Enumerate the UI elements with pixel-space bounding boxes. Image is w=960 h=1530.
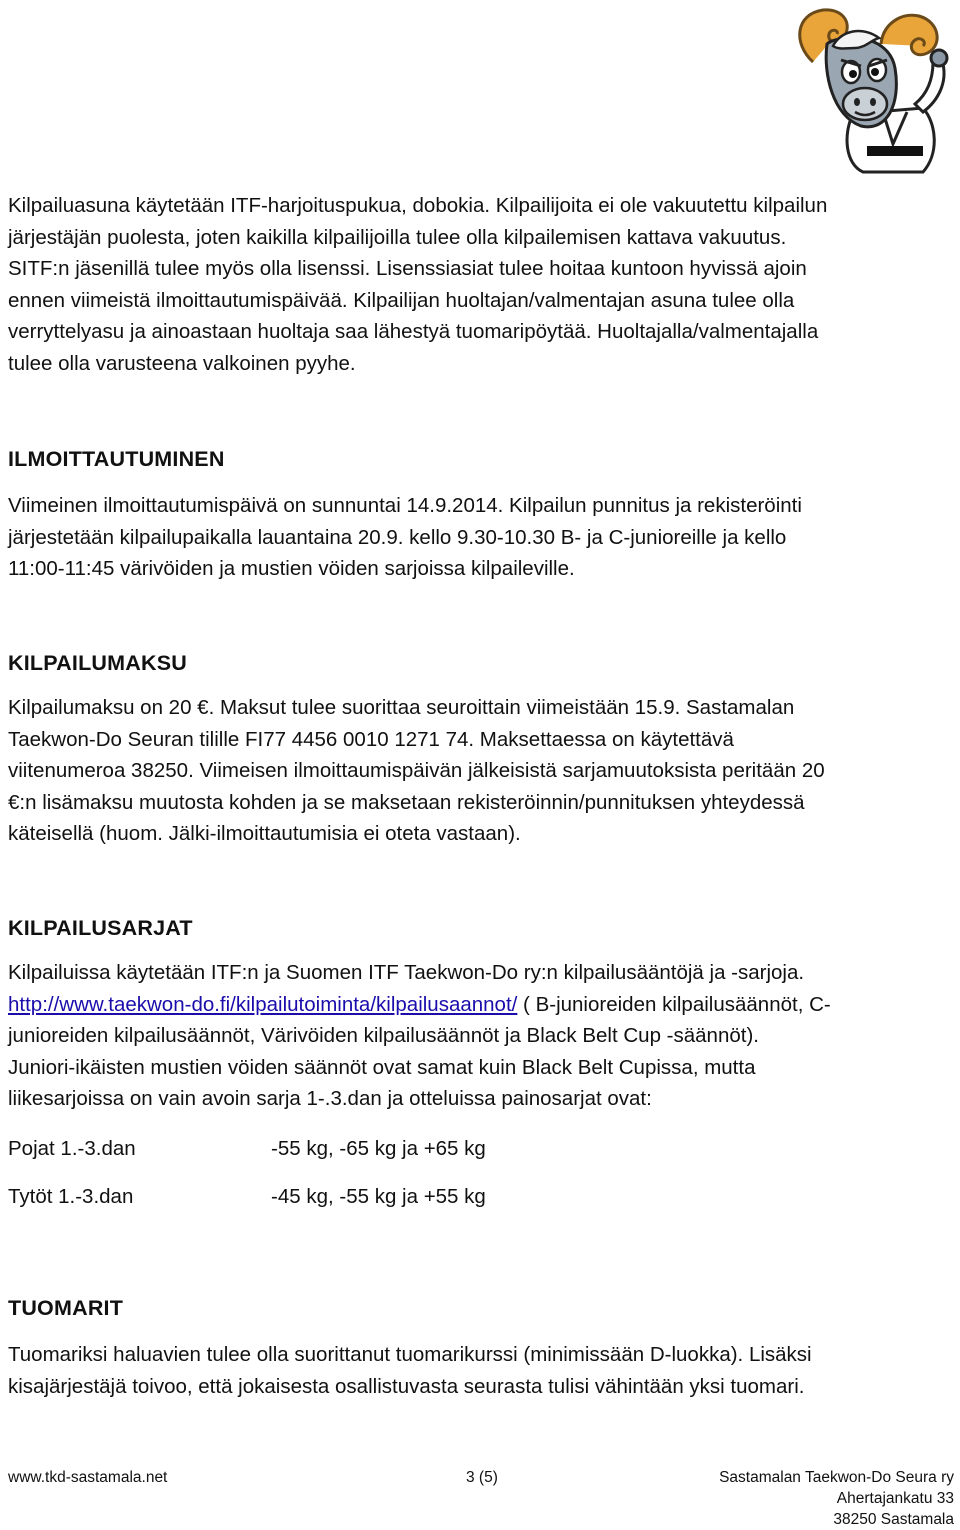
text-line: Taekwon-Do Seuran tilille FI77 4456 0010 1271 74. Maksettaessa on käytettävä: [8, 727, 734, 751]
footer-org-line: Ahertajankatu 33: [836, 1490, 954, 1507]
text-fragment: ( B-junioreiden kilpailusäännöt, C-: [517, 992, 831, 1016]
weight-classes: -55 kg, -65 kg ja +65 kg: [271, 1137, 486, 1160]
text-line: ennen viimeistä ilmoittautumispäivää. Kilpailijan huoltajan/valmentajan asuna tulee olla: [8, 288, 795, 312]
text-line: Kilpailumaksu on 20 €. Maksut tulee suorittaa seuroittain viimeistään 15.9. Sastamalan: [8, 696, 795, 719]
footer-org-line: Sastamalan Taekwon-Do Seura ry: [719, 1469, 954, 1486]
text-line: Kilpailuissa käytetään ITF:n ja Suomen ITF Taekwon-Do ry:n kilpailusääntöjä ja -sarjoja.: [8, 961, 805, 984]
weight-group: Pojat 1.-3.dan: [8, 1137, 136, 1160]
text-line: kisajärjestäjä toivoo, että jokaisesta osallistuvasta seurasta tulisi vähintään yksi tuomari.: [8, 1374, 805, 1398]
ram-mascot-icon: [783, 4, 955, 176]
text-line: Kilpailuasuna käytetään ITF-harjoituspukua, dobokia. Kilpailijoita ei ole vakuutettu kilpailun: [8, 194, 828, 217]
text-line: junioreiden kilpailusäännöt, Värivöiden kilpailusäännöt ja Black Belt Cup -säännöt).: [8, 1024, 759, 1048]
kilpailumaksu-paragraph: [8, 692, 954, 850]
text-line-with-link: [8, 989, 954, 1021]
rules-link[interactable]: http://www.taekwon-do.fi/kilpailutoiminta/kilpailusaannot/: [8, 992, 518, 1016]
text-line: Juniori-ikäisten mustien vöiden säännöt ovat samat kuin Black Belt Cupissa, mutta: [8, 1055, 756, 1079]
weight-group: Tytöt 1.-3.dan: [8, 1185, 134, 1208]
text-line: verryttelyasu ja ainoastaan huoltaja saa lähestyä tuomaripöytää. Huoltajalla/valmentajalla: [8, 320, 819, 344]
text-line: SITF:n jäsenillä tulee myös olla lisenssi. Lisenssiasiat tulee hoitaa kuntoon hyvissä ajoin: [8, 257, 807, 281]
text-line: järjestetään kilpailupaikalla lauantaina 20.9. kello 9.30-10.30 B- ja C-junioreille ja kello: [8, 525, 787, 549]
ilmoittautuminen-paragraph: [8, 490, 954, 585]
text-line: €:n lisämaksu muutosta kohden ja se maksetaan rekisteröinnin/punnituksen yhteydessä: [8, 790, 805, 814]
text-line: 11:00-11:45 värivöiden ja mustien vöiden sarjoissa kilpaileville.: [8, 557, 575, 581]
text-line: käteisellä (huom. Jälki-ilmoittautumisia ei oteta vastaan).: [8, 822, 521, 846]
tuomarit-paragraph: [8, 1339, 954, 1402]
section-heading-tuomarit: TUOMARIT: [8, 1296, 124, 1320]
text-line: järjestäjän puolesta, joten kaikilla kilpailijoilla tulee olla kilpailemisen kattava vakuutus.: [8, 225, 787, 249]
text-line: liikesarjoissa on vain avoin sarja 1-.3.dan ja otteluissa painosarjat ovat:: [8, 1087, 652, 1111]
footer-page-number: 3 (5): [466, 1469, 498, 1486]
text-line: Tuomariksi haluavien tulee olla suorittanut tuomarikurssi (minimissään D-luokka). Lisäksi: [8, 1343, 812, 1366]
text-line: Viimeinen ilmoittautumispäivä on sunnuntai 14.9.2014. Kilpailun punnitus ja rekisteröinti: [8, 494, 802, 517]
footer-org-line: 38250 Sastamala: [833, 1511, 954, 1528]
intro-paragraph: [8, 190, 954, 380]
section-heading-ilmoittautuminen: ILMOITTAUTUMINEN: [8, 447, 225, 471]
section-heading-kilpailumaksu: KILPAILUMAKSU: [8, 651, 187, 675]
weight-classes: -45 kg, -55 kg ja +55 kg: [271, 1185, 486, 1208]
weight-class-row: [8, 1185, 486, 1209]
text-line: tulee olla varusteena valkoinen pyyhe.: [8, 351, 356, 375]
weight-class-row: [8, 1137, 486, 1161]
kilpailusarjat-paragraph: [8, 957, 954, 1115]
footer-website: www.tkd-sastamala.net: [8, 1469, 168, 1486]
text-line: viitenumeroa 38250. Viimeisen ilmoittaumispäivän jälkeisistä sarjamuutoksista peritään 20: [8, 759, 825, 783]
section-heading-kilpailusarjat: KILPAILUSARJAT: [8, 916, 193, 940]
